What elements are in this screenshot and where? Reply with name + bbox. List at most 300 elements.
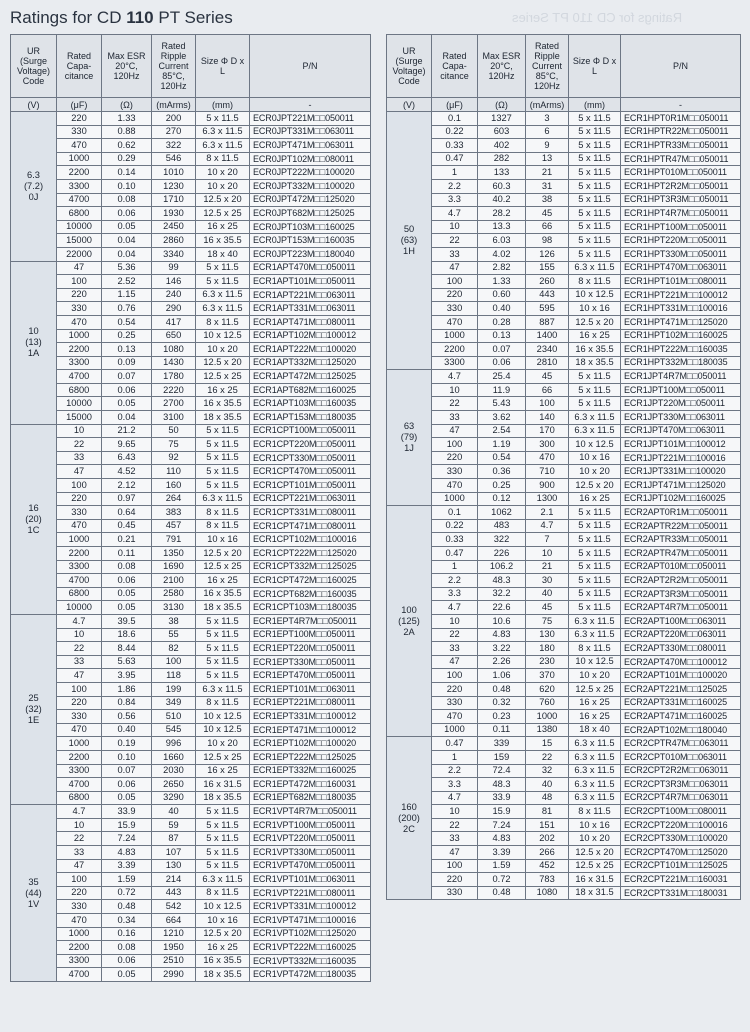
capacitance-cell: 1000: [432, 723, 478, 737]
capacitance-cell: 33: [57, 451, 102, 465]
table-row: [11, 723, 371, 737]
capacitance-cell: 22: [432, 628, 478, 642]
table-row: [387, 315, 741, 329]
table-row: [11, 900, 371, 914]
size-cell: 16 x 25: [569, 696, 621, 710]
esr-cell: 0.64: [102, 506, 152, 520]
size-cell: 12.5 x 25: [196, 370, 250, 384]
capacitance-cell: 2200: [57, 166, 102, 180]
part-number-cell: ECR1VPT331M□□100012: [250, 900, 371, 914]
capacitance-cell: 10: [57, 818, 102, 832]
esr-cell: 4.83: [478, 832, 526, 846]
part-number-cell: ECR1HPTR33M□□050011: [621, 139, 741, 153]
capacitance-cell: 2200: [57, 750, 102, 764]
ripple-cell: 66: [526, 220, 569, 234]
size-cell: 5 x 11.5: [196, 479, 250, 493]
part-number-cell: ECR1HPT471M□□125020: [621, 315, 741, 329]
table-row: [387, 479, 741, 493]
esr-cell: 0.06: [102, 778, 152, 792]
capacitance-cell: 22: [57, 642, 102, 656]
unit-part-number: -: [250, 98, 371, 112]
esr-cell: 0.88: [102, 125, 152, 139]
part-number-cell: ECR0JPT222M□□100020: [250, 166, 371, 180]
part-number-cell: ECR1VPT470M□□050011: [250, 859, 371, 873]
part-number-cell: ECR1EPT332M□□160025: [250, 764, 371, 778]
part-number-cell: ECR1VPT102M□□125020: [250, 927, 371, 941]
table-row: [11, 682, 371, 696]
capacitance-cell: 22: [57, 832, 102, 846]
ripple-cell: 1230: [152, 179, 196, 193]
capacitance-cell: 330: [432, 696, 478, 710]
esr-cell: 5.36: [102, 261, 152, 275]
ripple-cell: 1400: [526, 329, 569, 343]
capacitance-cell: 47: [432, 261, 478, 275]
size-cell: 5 x 11.5: [196, 818, 250, 832]
capacitance-cell: 15000: [57, 234, 102, 248]
ripple-cell: 31: [526, 179, 569, 193]
table-row: [11, 451, 371, 465]
size-cell: 5 x 11.5: [196, 805, 250, 819]
esr-cell: 18.6: [102, 628, 152, 642]
capacitance-cell: 4700: [57, 193, 102, 207]
table-row: [387, 805, 741, 819]
part-number-cell: ECR0JPT472M□□125020: [250, 193, 371, 207]
table-row: [387, 397, 741, 411]
part-number-cell: ECR1CPT471M□□080011: [250, 519, 371, 533]
table-row: [11, 954, 371, 968]
capacitance-cell: 10000: [57, 220, 102, 234]
bleed-prefix: Ratings for CD: [593, 10, 683, 25]
capacitance-cell: 6800: [57, 587, 102, 601]
esr-cell: 1327: [478, 112, 526, 126]
capacitance-cell: 3300: [57, 764, 102, 778]
esr-cell: 0.97: [102, 492, 152, 506]
esr-cell: 0.07: [102, 764, 152, 778]
table-row: [387, 642, 741, 656]
capacitance-cell: 4.7: [57, 805, 102, 819]
ripple-cell: 81: [526, 805, 569, 819]
ripple-cell: 1690: [152, 560, 196, 574]
esr-cell: 0.45: [102, 519, 152, 533]
unit-capacitance: (μF): [432, 98, 478, 112]
part-number-cell: ECR1VPT101M□□063011: [250, 873, 371, 887]
part-number-cell: ECR2CPT2R2M□□063011: [621, 764, 741, 778]
esr-cell: 1.33: [478, 275, 526, 289]
size-cell: 16 x 25: [196, 383, 250, 397]
size-cell: 6.3 x 11.5: [196, 139, 250, 153]
ripple-cell: 300: [526, 438, 569, 452]
capacitance-cell: 22: [432, 397, 478, 411]
part-number-cell: ECR1JPT102M□□160025: [621, 492, 741, 506]
size-cell: 16 x 31.5: [569, 873, 621, 887]
capacitance-cell: 100: [57, 873, 102, 887]
capacitance-cell: 15000: [57, 411, 102, 425]
part-number-cell: ECR2APT0R1M□□050011: [621, 506, 741, 520]
size-cell: 16 x 25: [569, 492, 621, 506]
size-cell: 16 x 35.5: [196, 397, 250, 411]
table-row: [11, 234, 371, 248]
esr-cell: 32.2: [478, 587, 526, 601]
esr-cell: 0.07: [102, 370, 152, 384]
part-number-cell: ECR2APT220M□□063011: [621, 628, 741, 642]
part-number-cell: ECR1EPT221M□□080011: [250, 696, 371, 710]
table-row: [11, 438, 371, 452]
ripple-cell: 3340: [152, 247, 196, 261]
table-row: [11, 805, 371, 819]
part-number-cell: ECR1EPT471M□□100012: [250, 723, 371, 737]
part-number-cell: ECR1HPT4R7M□□050011: [621, 207, 741, 221]
size-cell: 10 x 16: [569, 302, 621, 316]
capacitance-cell: 4700: [57, 968, 102, 982]
part-number-cell: ECR1CPT472M□□160025: [250, 574, 371, 588]
part-number-cell: ECR1CPT102M□□100016: [250, 533, 371, 547]
part-number-cell: ECR1EPT330M□□050011: [250, 655, 371, 669]
capacitance-cell: 220: [432, 288, 478, 302]
capacitance-cell: 0.33: [432, 139, 478, 153]
table-row: [11, 533, 371, 547]
ripple-cell: 130: [526, 628, 569, 642]
size-cell: 12.5 x 20: [569, 315, 621, 329]
ripple-cell: 15: [526, 737, 569, 751]
esr-cell: 282: [478, 152, 526, 166]
table-row: [11, 859, 371, 873]
esr-cell: 4.83: [478, 628, 526, 642]
voltage-code-cell: 100 (125) 2A: [387, 506, 432, 737]
part-number-cell: ECR1JPT331M□□100020: [621, 465, 741, 479]
ripple-cell: 40: [526, 587, 569, 601]
ripple-cell: 457: [152, 519, 196, 533]
ripple-cell: 55: [152, 628, 196, 642]
esr-cell: 7.24: [478, 818, 526, 832]
table-row: [11, 302, 371, 316]
esr-cell: 0.10: [102, 750, 152, 764]
size-cell: 8 x 11.5: [196, 506, 250, 520]
header-size: Size Φ D x L: [569, 35, 621, 98]
part-number-cell: ECR1EPT470M□□050011: [250, 669, 371, 683]
size-cell: 18 x 31.5: [569, 886, 621, 900]
capacitance-cell: 330: [432, 886, 478, 900]
ripple-cell: 3100: [152, 411, 196, 425]
table-row: [387, 628, 741, 642]
part-number-cell: ECR2APT3R3M□□050011: [621, 587, 741, 601]
size-cell: 10 x 12.5: [196, 723, 250, 737]
ripple-cell: 1660: [152, 750, 196, 764]
esr-cell: 0.62: [102, 139, 152, 153]
size-cell: 5 x 11.5: [569, 574, 621, 588]
capacitance-cell: 10: [57, 424, 102, 438]
ripple-cell: 510: [152, 710, 196, 724]
esr-cell: 3.22: [478, 642, 526, 656]
table-row: [11, 886, 371, 900]
esr-cell: 0.36: [478, 465, 526, 479]
part-number-cell: ECR1VPT332M□□160035: [250, 954, 371, 968]
capacitance-cell: 47: [432, 424, 478, 438]
voltage-code-cell: 63 (79) 1J: [387, 370, 432, 506]
esr-cell: 0.05: [102, 397, 152, 411]
part-number-cell: ECR1CPT103M□□180035: [250, 601, 371, 615]
esr-cell: 6.43: [102, 451, 152, 465]
ripple-cell: 40: [526, 778, 569, 792]
size-cell: 8 x 11.5: [196, 886, 250, 900]
part-number-cell: ECR1APT682M□□160025: [250, 383, 371, 397]
esr-cell: 6.03: [478, 234, 526, 248]
table-row: [387, 166, 741, 180]
ripple-cell: 240: [152, 288, 196, 302]
capacitance-cell: 100: [57, 479, 102, 493]
part-number-cell: ECR2CPT3R3M□□063011: [621, 778, 741, 792]
part-number-cell: ECR1EPT472M□□160031: [250, 778, 371, 792]
ripple-cell: 32: [526, 764, 569, 778]
part-number-cell: ECR1EPT222M□□125025: [250, 750, 371, 764]
part-number-cell: ECR0JPT221M□□050011: [250, 112, 371, 126]
table-row: [387, 275, 741, 289]
table-row: [11, 424, 371, 438]
part-number-cell: ECR1VPT221M□□080011: [250, 886, 371, 900]
table-row: [11, 655, 371, 669]
size-cell: 5 x 11.5: [196, 275, 250, 289]
ripple-cell: 160: [152, 479, 196, 493]
ripple-cell: 126: [526, 247, 569, 261]
size-cell: 16 x 25: [196, 764, 250, 778]
bleed-series-number: 110: [572, 10, 594, 25]
table-row: [387, 112, 741, 126]
capacitance-cell: 1000: [57, 533, 102, 547]
esr-cell: 0.08: [102, 193, 152, 207]
ripple-cell: 595: [526, 302, 569, 316]
table-row: [387, 723, 741, 737]
part-number-cell: ECR1HPT332M□□180035: [621, 356, 741, 370]
table-row: [11, 193, 371, 207]
part-number-cell: ECR2CPT221M□□160031: [621, 873, 741, 887]
ripple-cell: 199: [152, 682, 196, 696]
table-row: [387, 710, 741, 724]
ripple-cell: 620: [526, 682, 569, 696]
esr-cell: 0.06: [478, 356, 526, 370]
table-row: [11, 614, 371, 628]
capacitance-cell: 47: [57, 261, 102, 275]
size-cell: 10 x 16: [196, 533, 250, 547]
table-row: [11, 914, 371, 928]
ripple-cell: 664: [152, 914, 196, 928]
table-row: [11, 574, 371, 588]
part-number-cell: ECR2APT2R2M□□050011: [621, 574, 741, 588]
part-number-cell: ECR1EPT101M□□063011: [250, 682, 371, 696]
capacitance-cell: 1000: [432, 492, 478, 506]
table-row: [387, 873, 741, 887]
part-number-cell: ECR1CPT331M□□080011: [250, 506, 371, 520]
capacitance-cell: 22: [432, 234, 478, 248]
ripple-cell: 22: [526, 750, 569, 764]
part-number-cell: ECR1JPT100M□□050011: [621, 383, 741, 397]
part-number-cell: ECR1HPT3R3M□□050011: [621, 193, 741, 207]
capacitance-cell: 6800: [57, 383, 102, 397]
table-row: [387, 737, 741, 751]
esr-cell: 0.11: [102, 547, 152, 561]
esr-cell: 0.25: [478, 479, 526, 493]
ripple-cell: 1080: [152, 343, 196, 357]
esr-cell: 0.14: [102, 166, 152, 180]
size-cell: 10 x 12.5: [196, 900, 250, 914]
esr-cell: 0.28: [478, 315, 526, 329]
size-cell: 10 x 20: [196, 166, 250, 180]
table-row: [387, 574, 741, 588]
ripple-cell: 2220: [152, 383, 196, 397]
part-number-cell: ECR0JPT103M□□160025: [250, 220, 371, 234]
size-cell: 5 x 11.5: [196, 859, 250, 873]
ripple-cell: 370: [526, 669, 569, 683]
ripple-cell: 443: [152, 886, 196, 900]
esr-cell: 0.05: [102, 968, 152, 982]
size-cell: 6.3 x 11.5: [196, 125, 250, 139]
capacitance-cell: 0.22: [432, 519, 478, 533]
capacitance-cell: 3.3: [432, 778, 478, 792]
header-capacitance: Rated Capa- citance: [57, 35, 102, 98]
ripple-cell: 202: [526, 832, 569, 846]
ripple-cell: 1710: [152, 193, 196, 207]
table-row: [387, 560, 741, 574]
ripple-cell: 760: [526, 696, 569, 710]
esr-cell: 15.9: [478, 805, 526, 819]
ripple-cell: 349: [152, 696, 196, 710]
title-suffix: PT Series: [153, 8, 233, 27]
table-row: [387, 750, 741, 764]
capacitance-cell: 220: [57, 492, 102, 506]
size-cell: 16 x 25: [569, 329, 621, 343]
part-number-cell: ECR2APT331M□□160025: [621, 696, 741, 710]
esr-cell: 10.6: [478, 614, 526, 628]
capacitance-cell: 3300: [432, 356, 478, 370]
size-cell: 5 x 11.5: [569, 560, 621, 574]
size-cell: 5 x 11.5: [196, 655, 250, 669]
part-number-cell: ECR1HPT331M□□100016: [621, 302, 741, 316]
table-row: [387, 179, 741, 193]
ripple-cell: 270: [152, 125, 196, 139]
size-cell: 10 x 20: [196, 343, 250, 357]
table-row: [387, 655, 741, 669]
size-cell: 10 x 16: [569, 818, 621, 832]
ripple-cell: 1300: [526, 492, 569, 506]
ripple-cell: 38: [152, 614, 196, 628]
table-row: [387, 247, 741, 261]
table-row: [387, 220, 741, 234]
table-row: [387, 383, 741, 397]
table-row: [11, 492, 371, 506]
size-cell: 5 x 11.5: [569, 533, 621, 547]
table-row: [11, 139, 371, 153]
size-cell: 10 x 12.5: [569, 655, 621, 669]
esr-cell: 0.23: [478, 710, 526, 724]
esr-cell: 133: [478, 166, 526, 180]
table-row: [387, 207, 741, 221]
part-number-cell: ECR2APT101M□□100020: [621, 669, 741, 683]
esr-cell: 1.59: [102, 873, 152, 887]
part-number-cell: ECR1JPT220M□□050011: [621, 397, 741, 411]
size-cell: 16 x 35.5: [569, 343, 621, 357]
part-number-cell: ECR1VPT220M□□050011: [250, 832, 371, 846]
capacitance-cell: 220: [432, 873, 478, 887]
size-cell: 10 x 12.5: [569, 288, 621, 302]
esr-cell: 1.15: [102, 288, 152, 302]
table-row: [11, 587, 371, 601]
table-row: [387, 601, 741, 615]
esr-cell: 0.08: [102, 941, 152, 955]
ripple-cell: 1380: [526, 723, 569, 737]
part-number-cell: ECR1VPT471M□□100016: [250, 914, 371, 928]
table-row: [387, 343, 741, 357]
size-cell: 8 x 11.5: [196, 519, 250, 533]
esr-cell: 339: [478, 737, 526, 751]
table-row: [11, 370, 371, 384]
ripple-cell: 6: [526, 125, 569, 139]
esr-cell: 4.52: [102, 465, 152, 479]
part-number-cell: ECR2CPT330M□□100020: [621, 832, 741, 846]
table-row: [11, 547, 371, 561]
part-number-cell: ECR1EPT331M□□100012: [250, 710, 371, 724]
capacitance-cell: 33: [432, 642, 478, 656]
part-number-cell: ECR1HPT220M□□050011: [621, 234, 741, 248]
table-row: [11, 343, 371, 357]
esr-cell: 402: [478, 139, 526, 153]
size-cell: 5 x 11.5: [569, 397, 621, 411]
table-row: [11, 465, 371, 479]
size-cell: 16 x 25: [569, 710, 621, 724]
capacitance-cell: 220: [432, 682, 478, 696]
part-number-cell: ECR0JPT471M□□063011: [250, 139, 371, 153]
table-row: [11, 247, 371, 261]
capacitance-cell: 1000: [57, 927, 102, 941]
size-cell: 18 x 35.5: [196, 411, 250, 425]
part-number-cell: ECR1APT332M□□125020: [250, 356, 371, 370]
capacitance-cell: 3300: [57, 356, 102, 370]
size-cell: 5 x 11.5: [569, 152, 621, 166]
voltage-code-cell: 16 (20) 1C: [11, 424, 57, 614]
esr-cell: 0.40: [102, 723, 152, 737]
esr-cell: 72.4: [478, 764, 526, 778]
esr-cell: 11.9: [478, 383, 526, 397]
capacitance-cell: 100: [432, 669, 478, 683]
part-number-cell: ECR1CPT100M□□050011: [250, 424, 371, 438]
size-cell: 5 x 11.5: [196, 669, 250, 683]
size-cell: 8 x 11.5: [196, 696, 250, 710]
header-voltage-code: UR (Surge Voltage) Code: [387, 35, 432, 98]
ripple-cell: 180: [526, 642, 569, 656]
capacitance-cell: 100: [57, 682, 102, 696]
esr-cell: 0.05: [102, 791, 152, 805]
ripple-cell: 2340: [526, 343, 569, 357]
table-row: [387, 302, 741, 316]
capacitance-cell: 47: [57, 859, 102, 873]
capacitance-cell: 47: [57, 669, 102, 683]
voltage-code-cell: 50 (63) 1H: [387, 112, 432, 370]
table-row: [11, 152, 371, 166]
title-series-number: 110: [126, 8, 154, 27]
ripple-cell: 40: [152, 805, 196, 819]
esr-cell: 0.34: [102, 914, 152, 928]
ripple-cell: 170: [526, 424, 569, 438]
part-number-cell: ECR1APT331M□□063011: [250, 302, 371, 316]
ripple-cell: 92: [152, 451, 196, 465]
part-number-cell: ECR1HPTR47M□□050011: [621, 152, 741, 166]
size-cell: 6.3 x 11.5: [569, 737, 621, 751]
size-cell: 5 x 11.5: [196, 424, 250, 438]
size-cell: 6.3 x 11.5: [569, 791, 621, 805]
esr-cell: 3.95: [102, 669, 152, 683]
size-cell: 12.5 x 25: [196, 207, 250, 221]
size-cell: 5 x 11.5: [569, 247, 621, 261]
size-cell: 18 x 35.5: [569, 356, 621, 370]
esr-cell: 48.3: [478, 574, 526, 588]
capacitance-cell: 33: [57, 655, 102, 669]
